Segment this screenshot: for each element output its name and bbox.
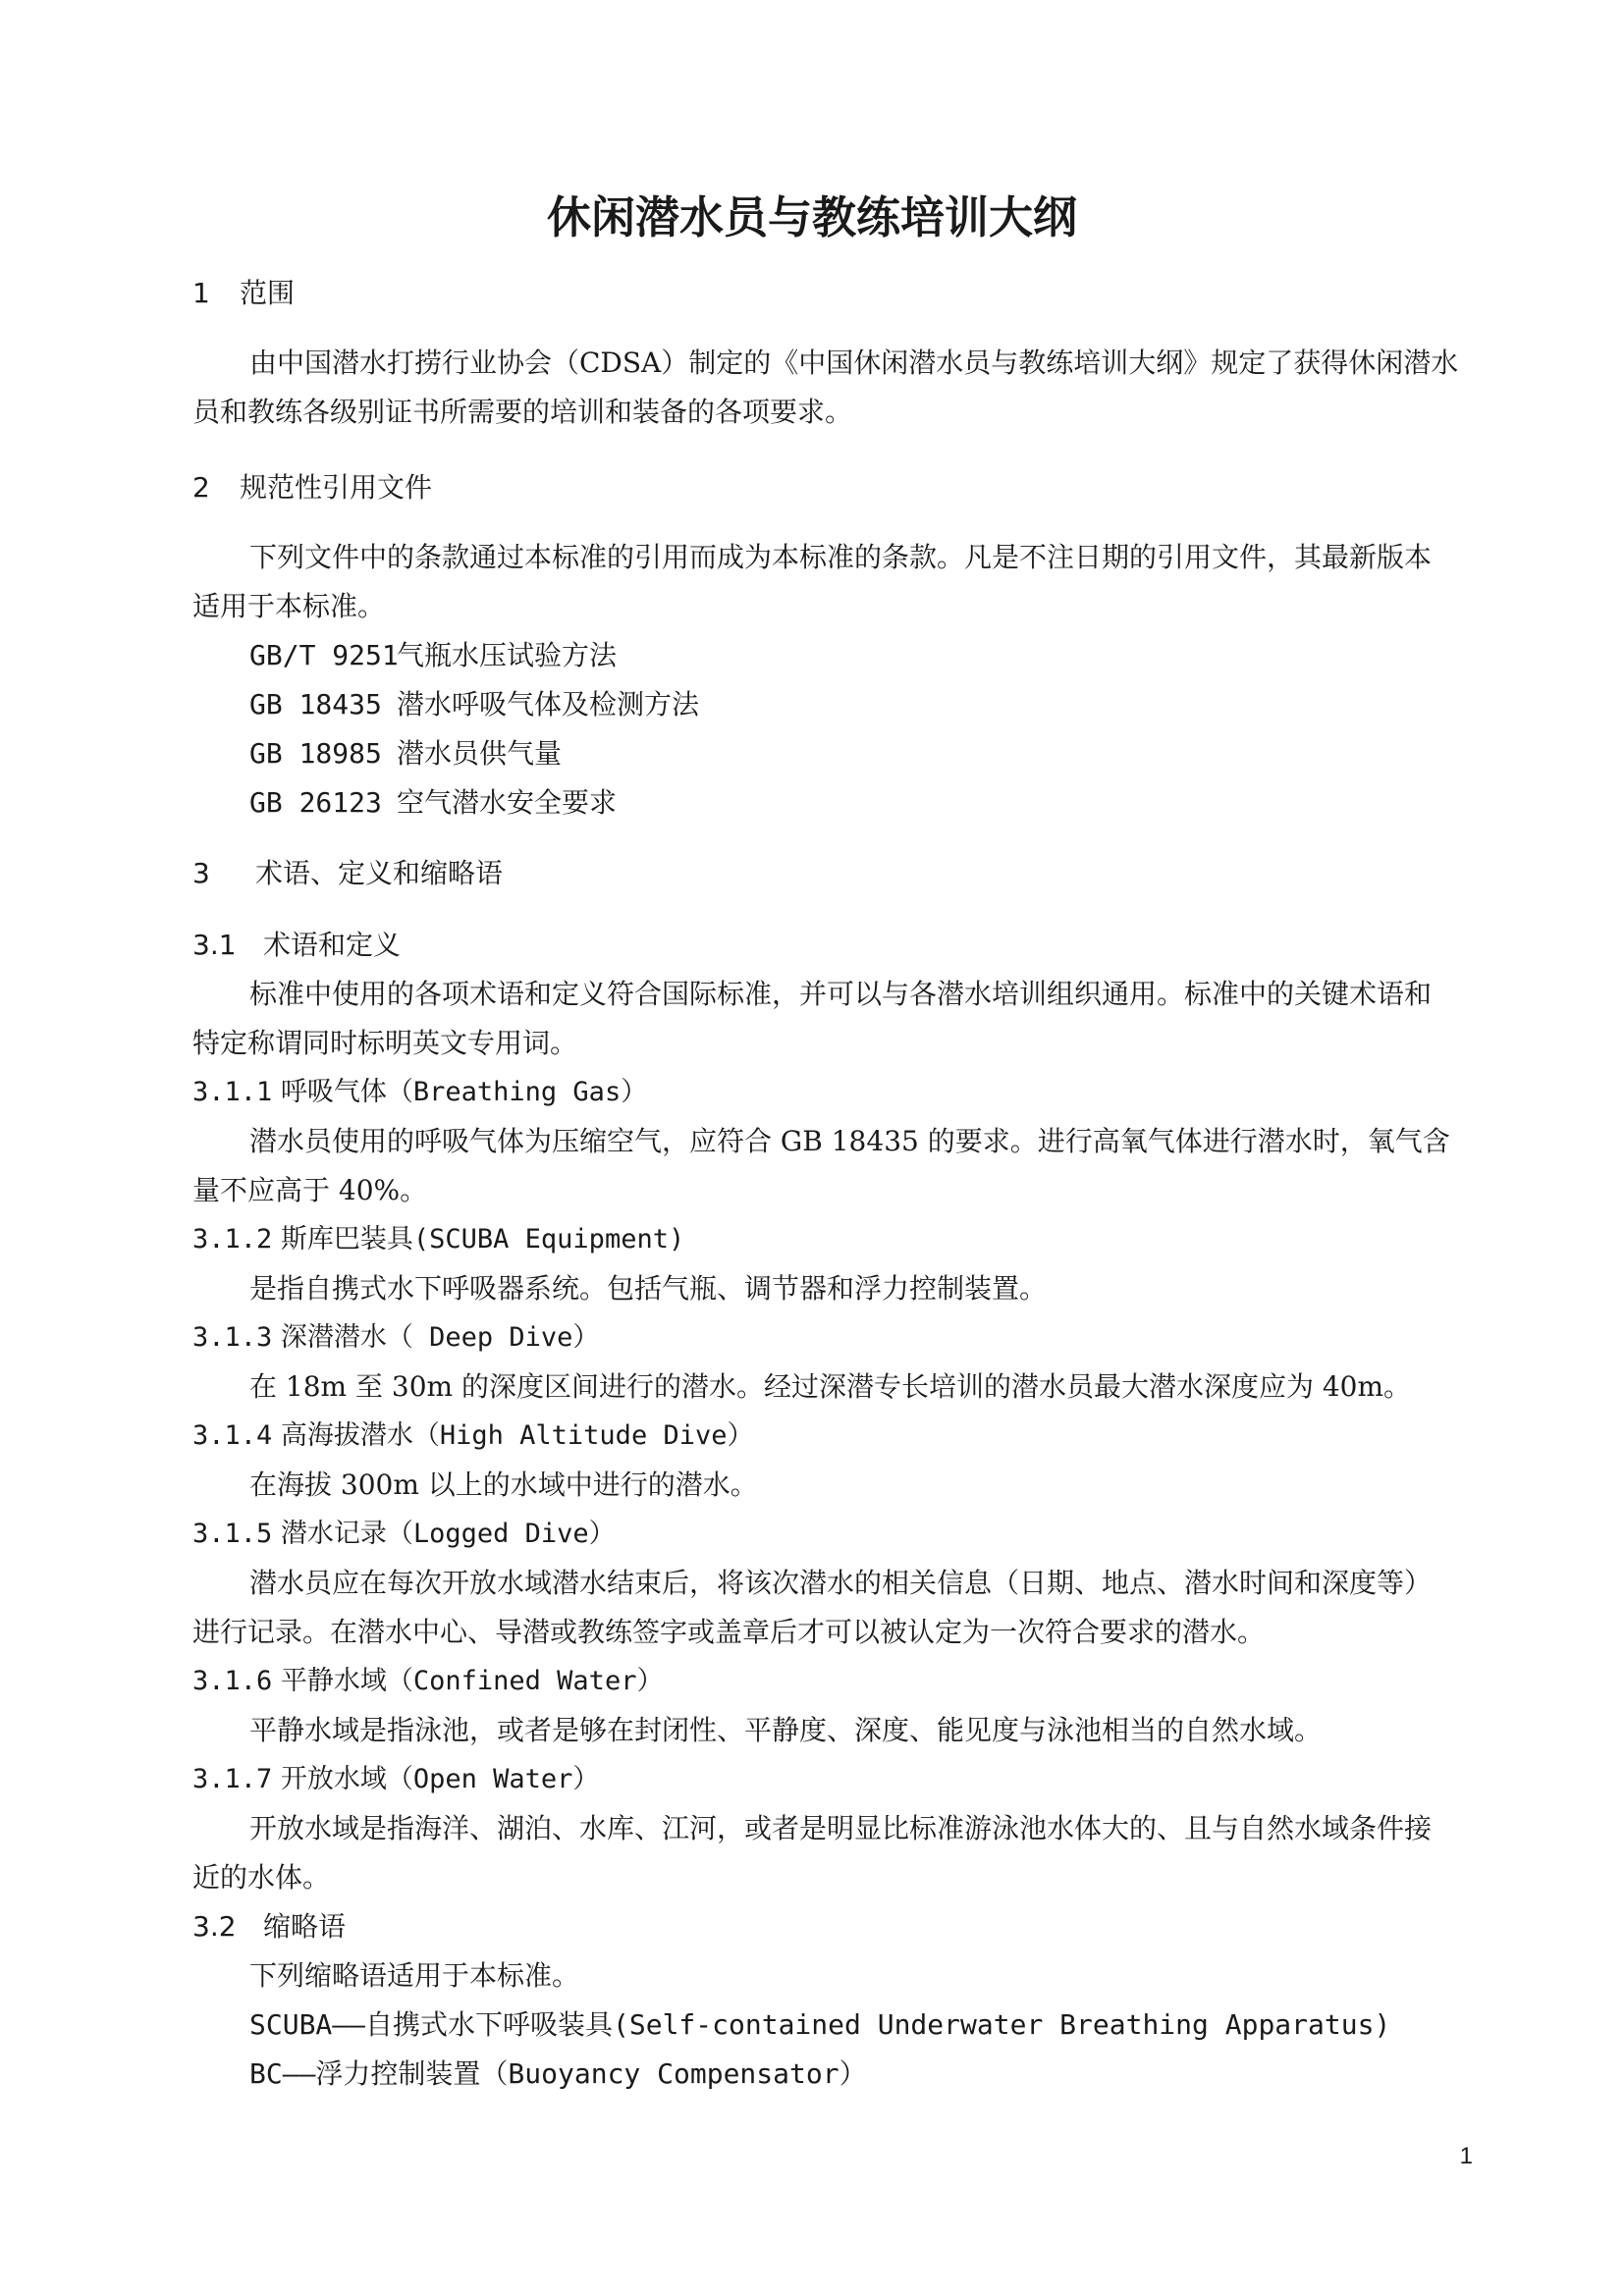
section-1-heading	[192, 274, 295, 313]
term-number: 3.1.5	[192, 1519, 273, 1549]
paragraph-line: 开放水域是指海洋、湖泊、水库、江河，或者是明显比标准游泳池水体大的、且与自然水域条件接	[249, 1812, 1433, 1844]
paragraph-line: 标准中使用的各项术语和定义符合国际标准，并可以与各潜水培训组织通用。标准中的关键术语和	[249, 978, 1433, 1010]
term-chinese: 深潜潜水	[280, 1322, 387, 1353]
paragraph-line: 近的水体。	[192, 1861, 331, 1894]
term-chinese: 平静水域	[280, 1666, 387, 1696]
term-heading	[192, 1220, 684, 1259]
term-number: 3.1.2	[192, 1224, 273, 1255]
reference-name: 潜水呼吸气体及检测方法	[397, 688, 700, 721]
term-chinese: 潜水记录	[280, 1519, 387, 1549]
term-heading	[192, 1318, 599, 1358]
paragraph-line: 由中国潜水打捞行业协会（CDSA）制定的《中国休闲潜水员与教练培训大纲》规定了获得休闲潜水	[249, 347, 1459, 379]
section-number: 2	[192, 471, 210, 504]
term-heading	[192, 1515, 616, 1554]
subsection-title: 术语和定义	[263, 929, 402, 961]
term-heading	[192, 1073, 647, 1112]
reference-item	[249, 783, 617, 823]
paragraph-line: 进行记录。在潜水中心、导潜或教练签字或盖章后才可以被认定为一次符合要求的潜水。	[192, 1616, 1266, 1648]
term-heading	[192, 1760, 599, 1799]
term-chinese: 斯库巴装具	[280, 1224, 413, 1255]
subsection-title: 缩略语	[263, 1910, 347, 1943]
reference-name: 空气潜水安全要求	[397, 786, 618, 819]
term-heading	[192, 1416, 753, 1456]
reference-code: GB 18435	[249, 688, 382, 721]
paragraph-line: 适用于本标准。	[192, 590, 386, 622]
term-number: 3.1.3	[192, 1322, 273, 1353]
section-title: 规范性引用文件	[240, 471, 433, 504]
term-english: （Logged Dive）	[386, 1519, 616, 1549]
term-number: 3.1.6	[192, 1666, 273, 1696]
section-title: 范围	[240, 277, 296, 309]
page-number: 1	[1459, 2143, 1473, 2169]
abbreviation-item: BC——浮力控制装置（Buoyancy Compensator）	[249, 2057, 867, 2090]
paragraph-line: 在海拔 300m 以上的水域中进行的潜水。	[249, 1468, 758, 1501]
term-english: （ Deep Dive）	[386, 1322, 600, 1353]
paragraph-line: 潜水员应在每次开放水域潜水结束后，将该次潜水的相关信息（日期、地点、潜水时间和深度等）	[249, 1567, 1433, 1599]
term-chinese: 呼吸气体	[280, 1077, 387, 1107]
term-chinese: 高海拔潜水	[280, 1420, 413, 1451]
term-english: （Confined Water）	[386, 1666, 664, 1696]
reference-item	[249, 685, 699, 724]
term-english: （Breathing Gas）	[386, 1077, 648, 1107]
paragraph-line: 下列缩略语适用于本标准。	[249, 1959, 580, 1992]
subsection-number: 3.2	[192, 1910, 237, 1943]
subsection-3-1-heading	[192, 926, 401, 965]
term-number: 3.1.1	[192, 1077, 273, 1107]
paragraph-line: 在 18m 至 30m 的深度区间进行的潜水。经过深潜专长培训的潜水员最大潜水深度应为 40m。	[249, 1370, 1412, 1403]
section-number: 1	[192, 277, 210, 309]
term-chinese: 开放水域	[280, 1764, 387, 1794]
term-english: （High Altitude Dive）	[412, 1420, 754, 1451]
reference-code: GB 18985	[249, 737, 382, 770]
reference-name: 气瓶水压试验方法	[397, 639, 618, 671]
reference-item	[249, 636, 617, 675]
subsection-3-2-heading	[192, 1907, 346, 1947]
term-number: 3.1.4	[192, 1420, 273, 1451]
paragraph-line: 平静水域是指泳池，或者是够在封闭性、平静度、深度、能见度与泳池相当的自然水域。	[249, 1714, 1323, 1746]
section-title: 术语、定义和缩略语	[255, 857, 504, 889]
paragraph-line: 潜水员使用的呼吸气体为压缩空气，应符合 GB 18435 的要求。进行高氧气体进行潜水时，氧气含	[249, 1125, 1450, 1157]
term-number: 3.1.7	[192, 1764, 273, 1794]
term-english: (SCUBA Equipment)	[412, 1224, 685, 1255]
section-2-heading	[192, 468, 432, 507]
reference-item	[249, 734, 562, 774]
section-number: 3	[192, 857, 210, 889]
paragraph-line: 特定称谓同时标明英文专用词。	[192, 1027, 578, 1059]
reference-name: 潜水员供气量	[397, 737, 563, 770]
paragraph-line: 量不应高于 40%。	[192, 1174, 428, 1206]
document-title: 休闲潜水员与教练培训大纲	[546, 191, 1077, 243]
subsection-number: 3.1	[192, 929, 237, 961]
abbreviation-item: SCUBA——自携式水下呼吸装具(Self-contained Underwater Breathing Apparatus)	[249, 2008, 1391, 2041]
paragraph-line: 是指自携式水下呼吸器系统。包括气瓶、调节器和浮力控制装置。	[249, 1272, 1048, 1305]
term-english: （Open Water）	[386, 1764, 600, 1794]
paragraph-line: 员和教练各级别证书所需要的培训和装备的各项要求。	[192, 396, 853, 428]
paragraph-line: 下列文件中的条款通过本标准的引用而成为本标准的条款。凡是不注日期的引用文件，其最新版本	[249, 541, 1433, 573]
reference-code: GB 26123	[249, 786, 382, 819]
reference-code: GB/T 9251	[249, 639, 399, 671]
term-heading	[192, 1662, 663, 1701]
section-3-heading	[192, 854, 503, 893]
